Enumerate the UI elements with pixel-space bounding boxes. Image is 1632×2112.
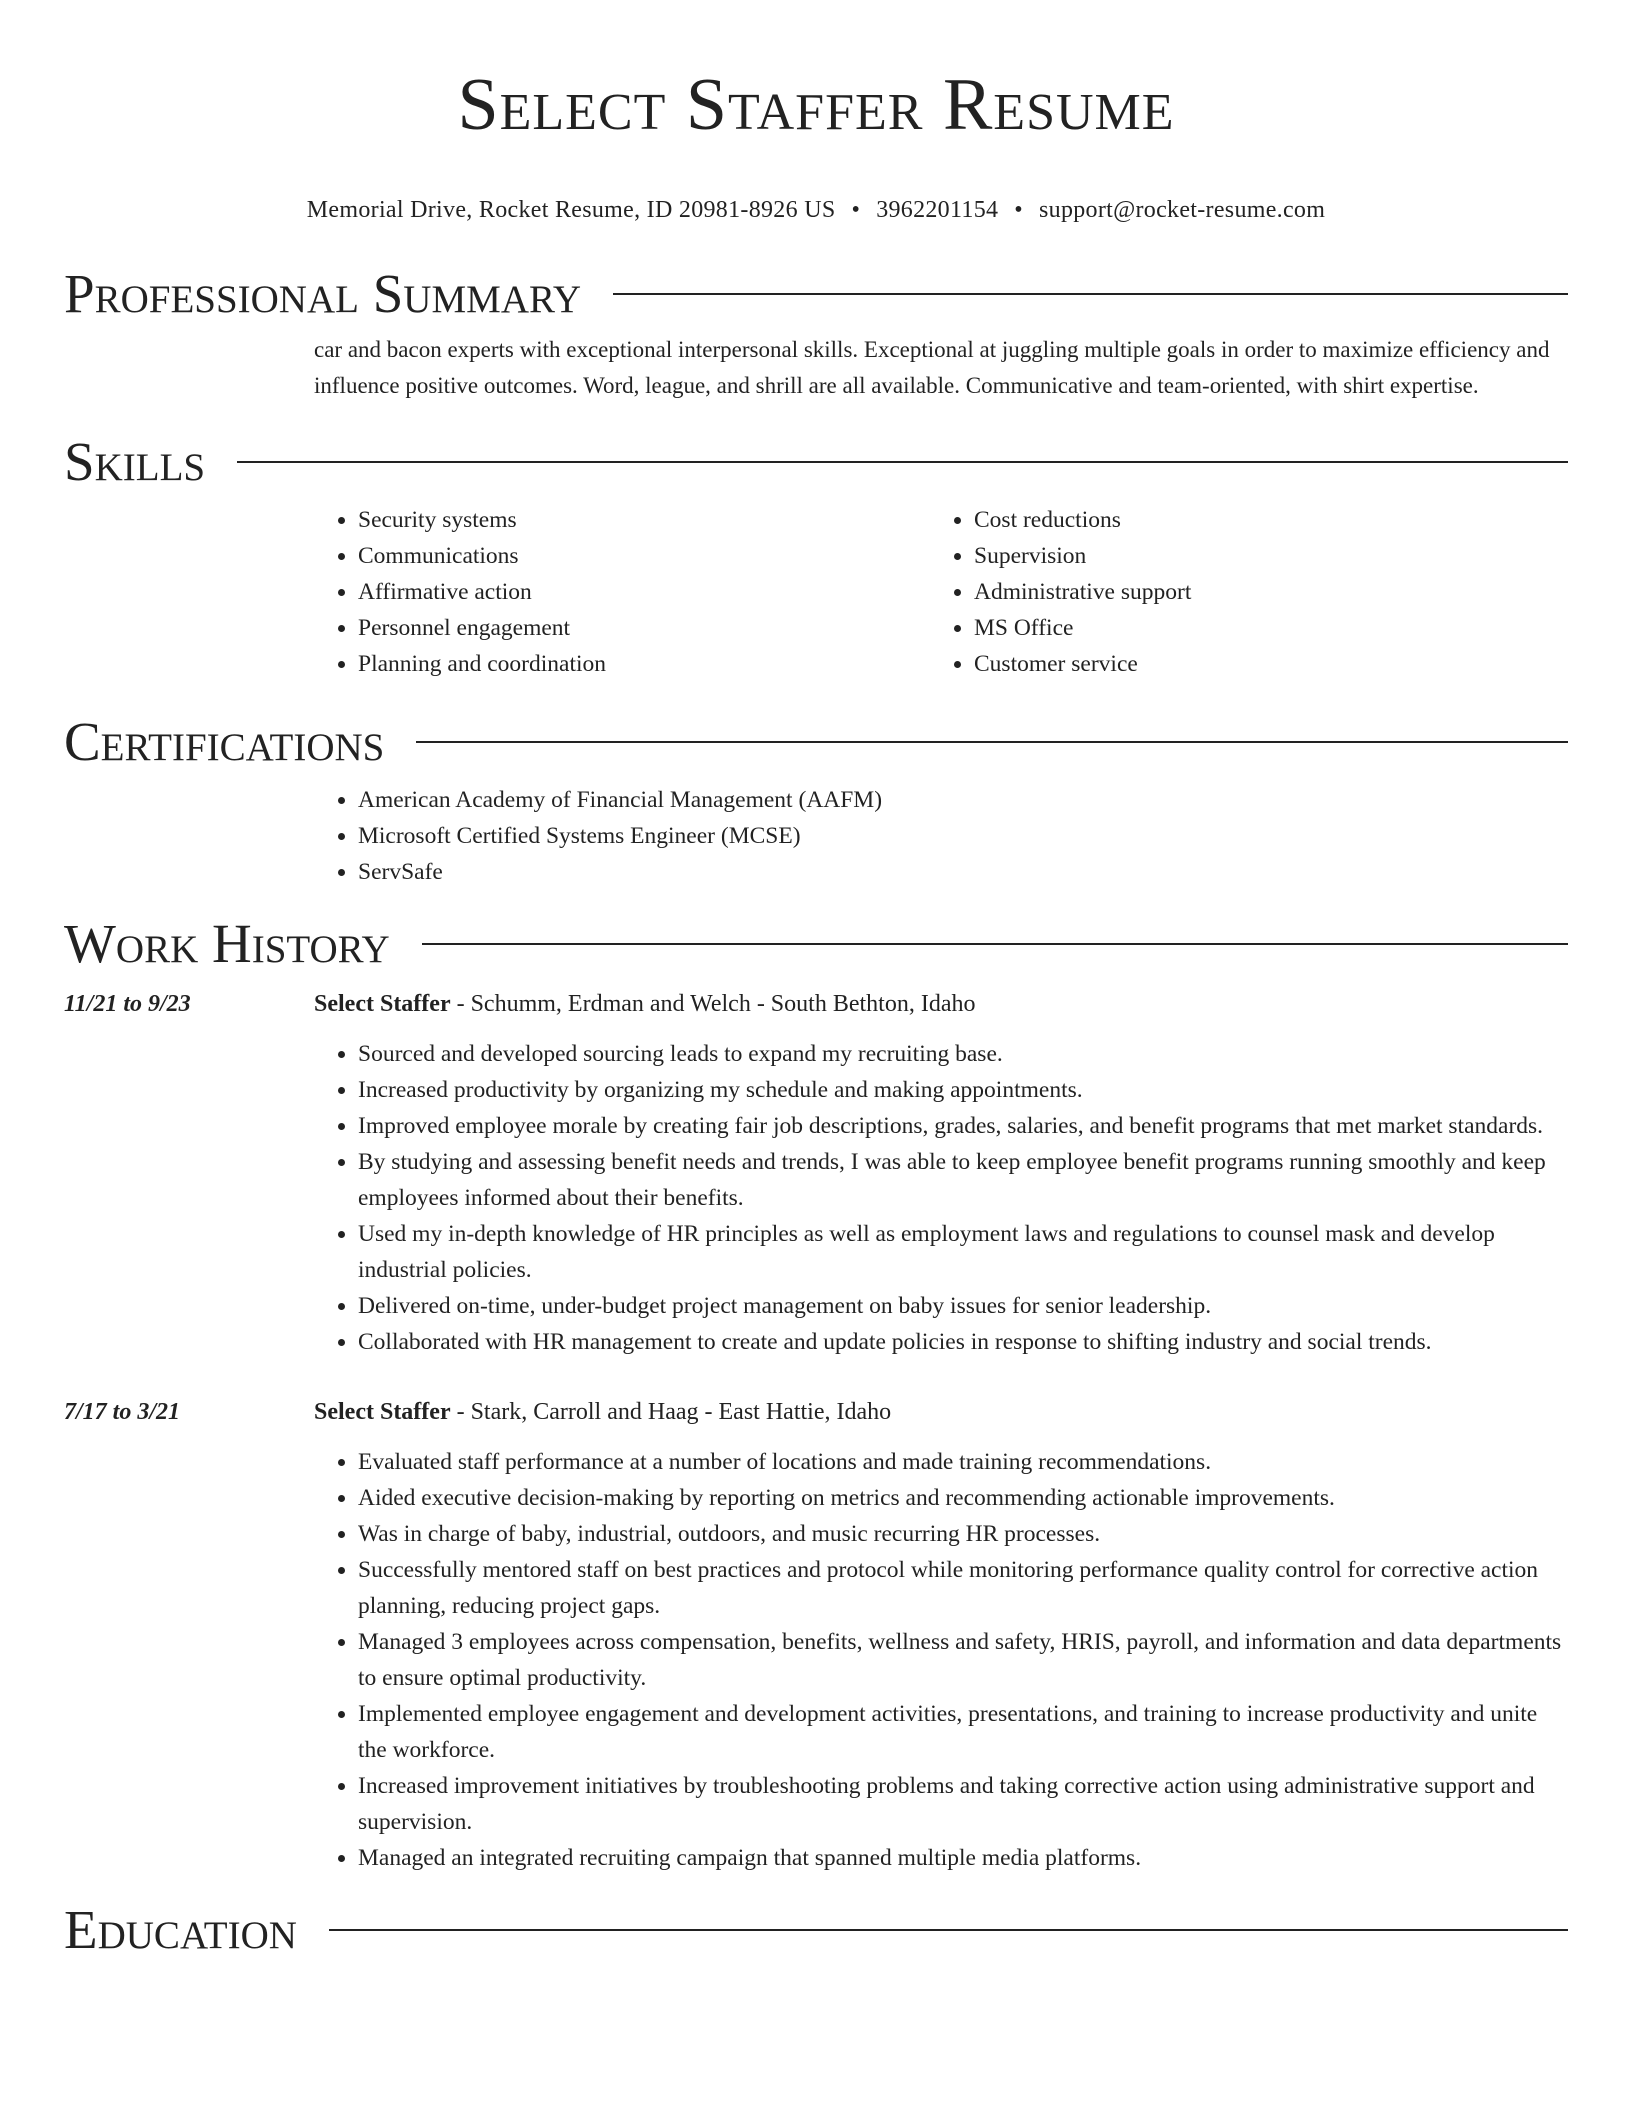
contact-address: Memorial Drive, Rocket Resume, ID 20981-8926 US: [306, 197, 836, 223]
certification-item: • Microsoft Certified Systems Engineer (MCSE): [358, 818, 1568, 854]
skills-column-left: [314, 502, 930, 682]
job-bullet: • Aided executive decision-making by reporting on metrics and recommending actionable improvements.: [358, 1480, 1568, 1516]
skills-heading: Skills: [64, 431, 206, 492]
certification-item: • American Academy of Financial Management (AAFM): [358, 782, 1568, 818]
certifications-list: [314, 782, 1568, 890]
skill-item: • Communications: [358, 538, 930, 574]
contact-separator: •: [1014, 197, 1023, 223]
job-bullets: [314, 1036, 1568, 1360]
skill-item: • Security systems: [358, 502, 930, 538]
job-role: Select Staffer: [314, 991, 451, 1017]
contact-line: [64, 194, 1568, 226]
skill-item: • MS Office: [974, 610, 1546, 646]
job-bullet: • Managed 3 employees across compensation, benefits, wellness and safety, HRIS, payroll, and information and data departments to ensure optimal productivity.: [358, 1624, 1568, 1696]
skill-item: • Cost reductions: [974, 502, 1546, 538]
contact-separator: •: [851, 197, 861, 223]
job-bullet: • Improved employee morale by creating fair job descriptions, grades, salaries, and benefit programs that met market standards.: [358, 1108, 1568, 1144]
job-title: [314, 1394, 891, 1430]
work-section-header: [64, 914, 1568, 974]
job-header: [64, 1394, 1568, 1430]
job-details: - Schumm, Erdman and Welch - South Bethton, Idaho: [450, 991, 976, 1017]
job-bullet: • Collaborated with HR management to create and update policies in response to shifting industry and social trends.: [358, 1324, 1568, 1360]
skill-item: • Affirmative action: [358, 574, 930, 610]
job-entry: [64, 986, 1568, 1360]
education-section-header: [64, 1900, 1568, 1960]
job-bullet: • Evaluated staff performance at a number of locations and made training recommendations.: [358, 1444, 1568, 1480]
certifications-heading: Certifications: [64, 711, 385, 772]
job-role: Select Staffer: [314, 1399, 451, 1425]
summary-section-header: [64, 264, 1568, 324]
job-details: - Stark, Carroll and Haag - East Hattie, Idaho: [450, 1399, 892, 1425]
job-dates: 11/21 to 9/23: [64, 991, 191, 1017]
job-bullet: • Used my in-depth knowledge of HR principles as well as employment laws and regulations to counsel mask and develop industrial policies.: [358, 1216, 1568, 1288]
contact-email: support@rocket-resume.com: [1039, 197, 1326, 223]
job-bullet: • Managed an integrated recruiting campaign that spanned multiple media platforms.: [358, 1840, 1568, 1876]
skills-section-header: [64, 432, 1568, 492]
job-bullet: • Increased productivity by organizing my schedule and making appointments.: [358, 1072, 1568, 1108]
job-bullet: • Was in charge of baby, industrial, outdoors, and music recurring HR processes.: [358, 1516, 1568, 1552]
job-bullet: • Implemented employee engagement and development activities, presentations, and training to increase productivity and unite the workforce.: [358, 1696, 1568, 1768]
summary-heading: Professional Summary: [64, 263, 582, 324]
summary-text: car and bacon experts with exceptional interpersonal skills. Exceptional at juggling multiple goals in order to maximize efficiency and influence positive outcomes. Word, league, and shrill are all available. Communicative and team-oriented, with shirt expertise.: [314, 337, 1550, 398]
section-divider: [422, 943, 1568, 945]
job-bullet: • Delivered on-time, under-budget project management on baby issues for senior leadership.: [358, 1288, 1568, 1324]
skill-item: • Administrative support: [974, 574, 1546, 610]
contact-phone: 3962201154: [876, 197, 999, 223]
certification-item: • ServSafe: [358, 854, 1568, 890]
skills-grid: [314, 502, 1568, 682]
skill-item: • Supervision: [974, 538, 1546, 574]
section-divider: [237, 461, 1568, 463]
job-dates: 7/17 to 3/21: [64, 1399, 181, 1425]
certifications-section-header: [64, 712, 1568, 772]
job-title: [314, 986, 975, 1022]
skill-item: • Planning and coordination: [358, 646, 930, 682]
job-entry: [64, 1394, 1568, 1876]
education-heading: Education: [64, 1899, 297, 1960]
job-bullets: [314, 1444, 1568, 1876]
job-bullet: • By studying and assessing benefit needs and trends, I was able to keep employee benefit programs running smoothly and keep employees informed about their benefits.: [358, 1144, 1568, 1216]
job-header: [64, 986, 1568, 1022]
section-divider: [329, 1929, 1568, 1931]
skills-column-right: [930, 502, 1546, 682]
section-divider: [416, 741, 1568, 743]
job-bullet: • Sourced and developed sourcing leads to expand my recruiting base.: [358, 1036, 1568, 1072]
skill-item: • Personnel engagement: [358, 610, 930, 646]
section-divider: [613, 293, 1568, 295]
work-heading: Work History: [64, 913, 390, 974]
job-bullet: • Increased improvement initiatives by troubleshooting problems and taking corrective action using administrative support and supervision.: [358, 1768, 1568, 1840]
resume-name: Select Staffer Resume: [457, 64, 1175, 146]
job-bullet: • Successfully mentored staff on best practices and protocol while monitoring performance quality control for corrective action planning, reducing project gaps.: [358, 1552, 1568, 1624]
skill-item: • Customer service: [974, 646, 1546, 682]
